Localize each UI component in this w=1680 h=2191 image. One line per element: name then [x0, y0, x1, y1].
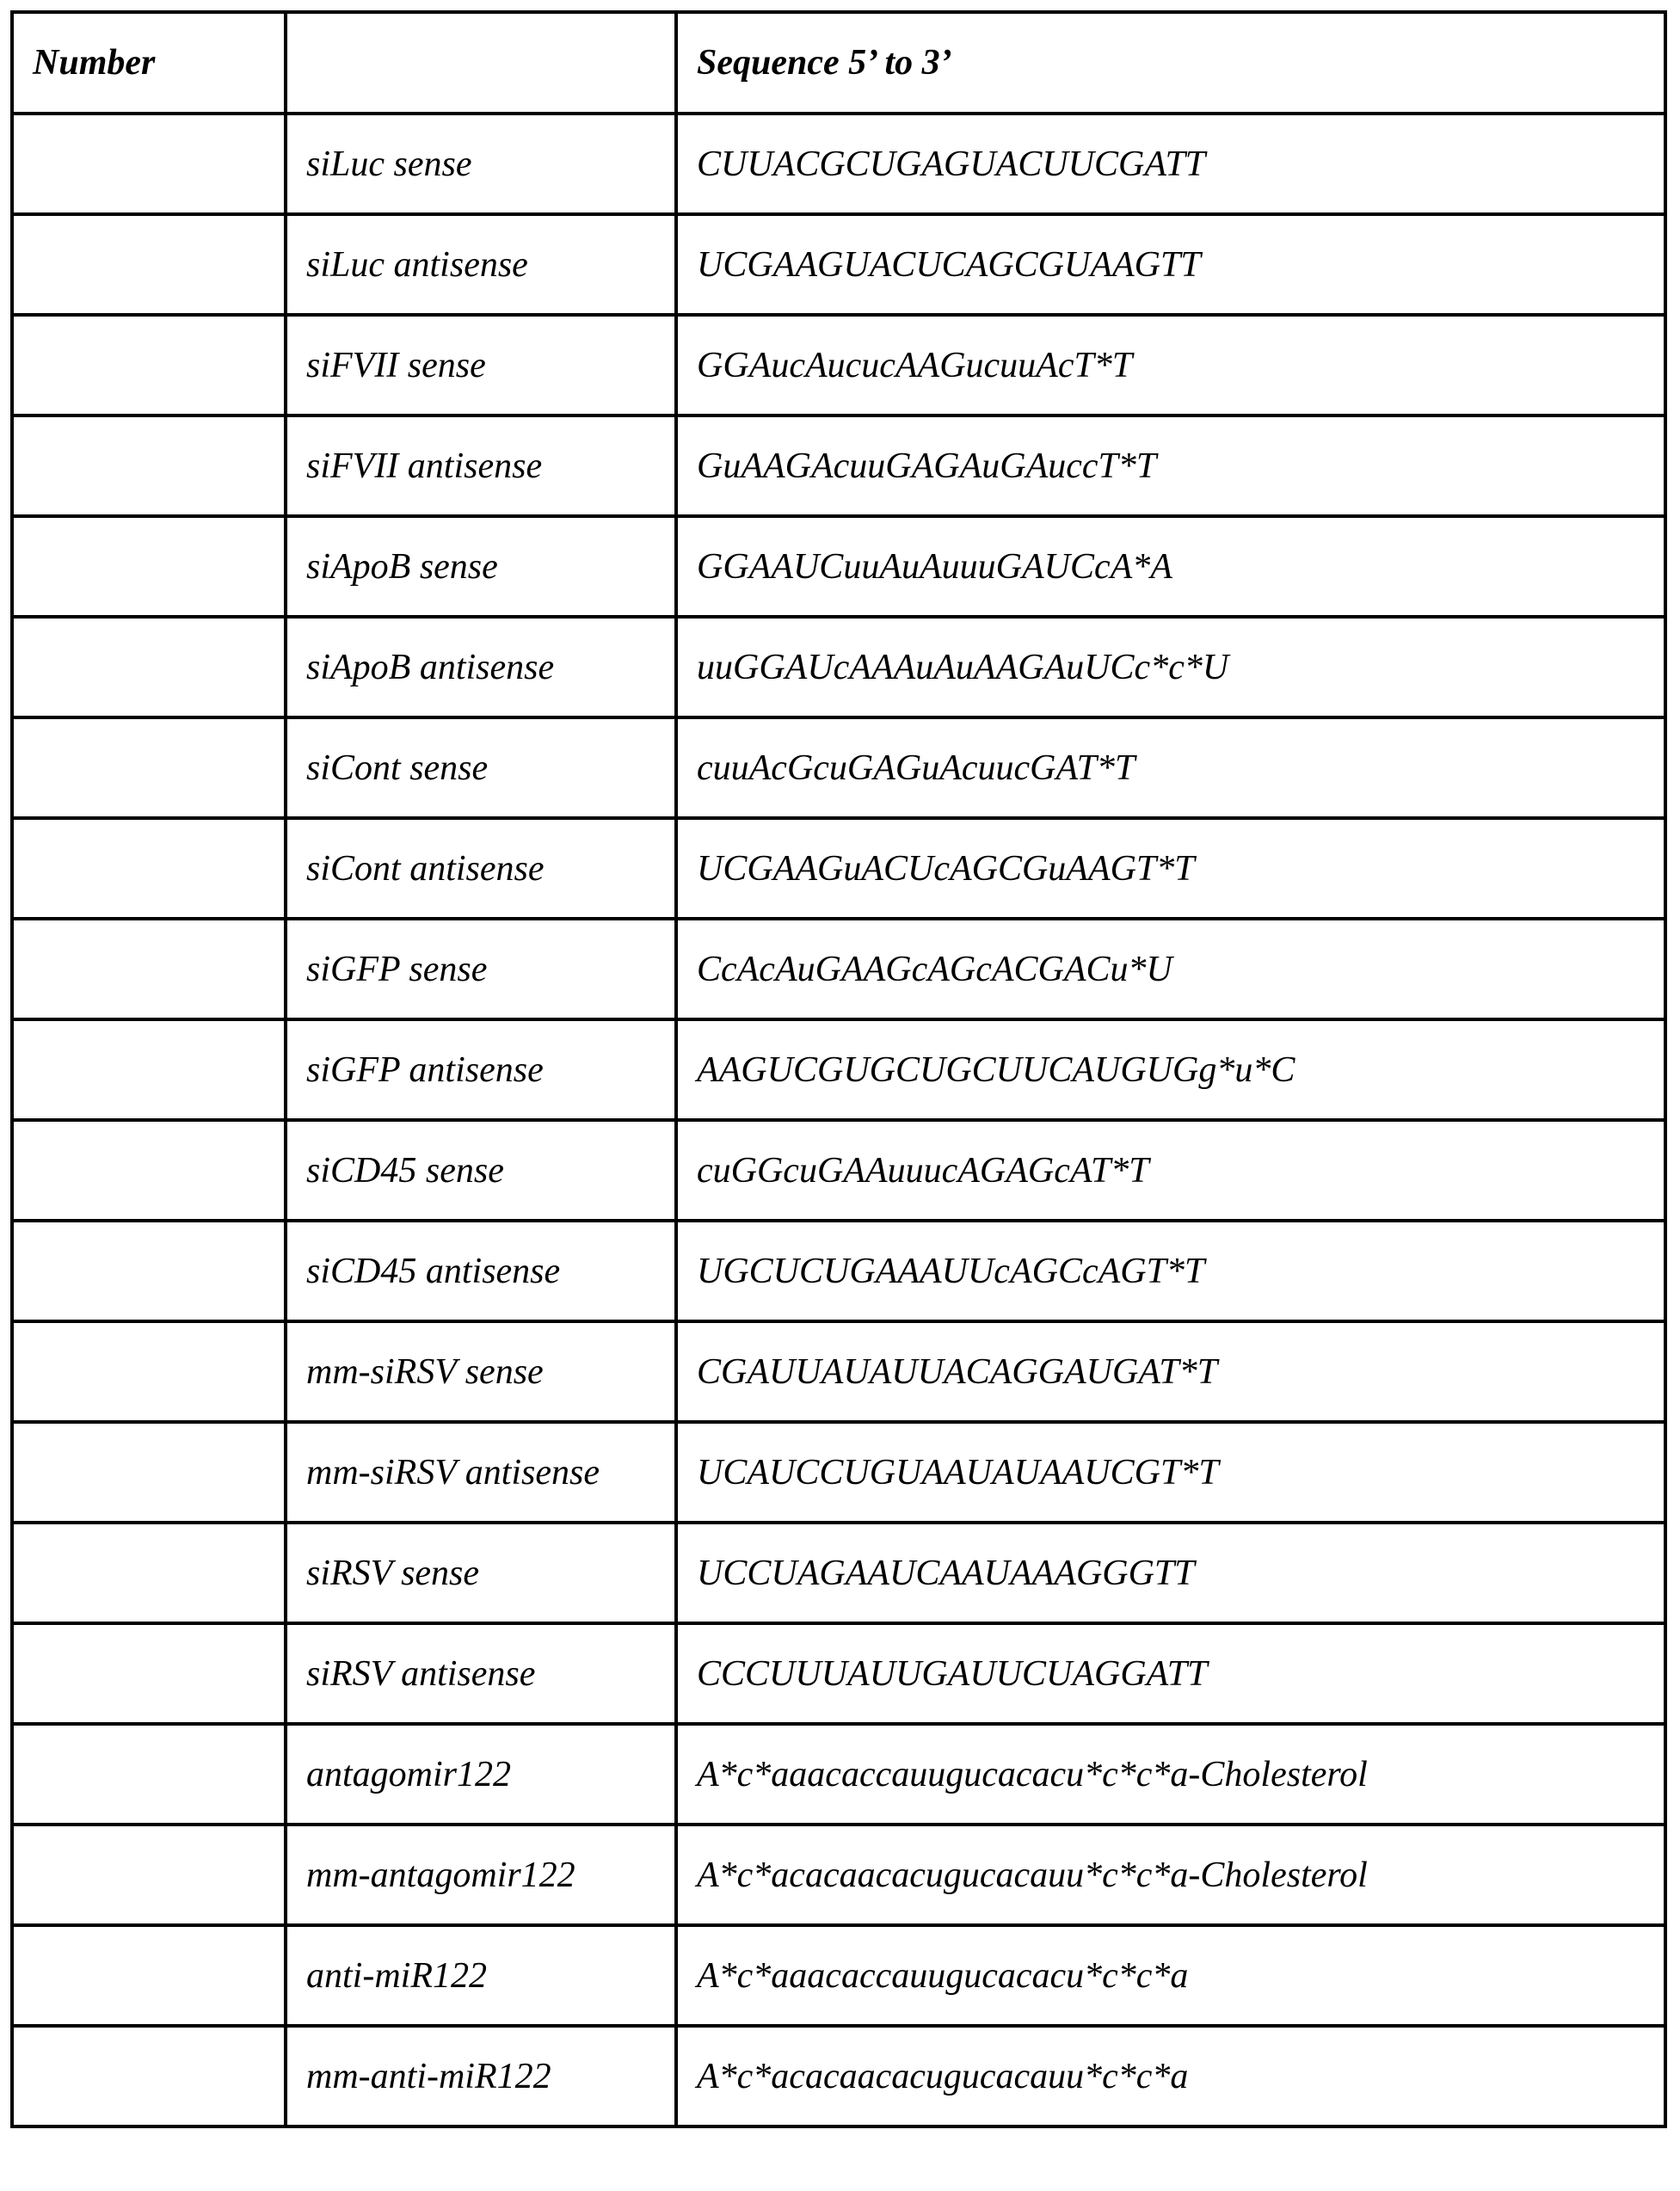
sequence-cell: GGAAUCuuAuAuuuGAUCcA*A — [676, 516, 1665, 617]
name-cell: siLuc sense — [286, 114, 676, 214]
table-row — [12, 919, 1665, 1019]
name-cell: siApoB antisense — [286, 617, 676, 717]
sequence-cell: A*c*aaacaccauugucacacu*c*c*a-Cholesterol — [676, 1724, 1665, 1825]
name-cell: siRSV antisense — [286, 1623, 676, 1724]
table-row — [12, 1422, 1665, 1523]
number-cell — [12, 1321, 286, 1422]
sequence-cell: AAGUCGUGCUGCUUCAUGUGg*u*C — [676, 1019, 1665, 1120]
sequence-cell: uuGGAUcAAAuAuAAGAuUCc*c*U — [676, 617, 1665, 717]
table-row — [12, 717, 1665, 818]
number-cell — [12, 315, 286, 415]
name-cell: antagomir122 — [286, 1724, 676, 1825]
number-cell — [12, 114, 286, 214]
name-cell: anti-miR122 — [286, 1925, 676, 2026]
sequence-cell: cuGGcuGAAuuucAGAGcAT*T — [676, 1120, 1665, 1221]
table-row — [12, 1120, 1665, 1221]
name-cell: siLuc antisense — [286, 214, 676, 315]
table-row — [12, 1623, 1665, 1724]
table-row — [12, 1925, 1665, 2026]
number-cell — [12, 214, 286, 315]
number-cell — [12, 1825, 286, 1925]
name-cell: siFVII sense — [286, 315, 676, 415]
number-cell — [12, 717, 286, 818]
number-cell — [12, 1724, 286, 1825]
sequence-cell: UCAUCCUGUAAUAUAAUCGT*T — [676, 1422, 1665, 1523]
number-cell — [12, 919, 286, 1019]
sequence-cell: cuuAcGcuGAGuAcuucGAT*T — [676, 717, 1665, 818]
table-row — [12, 2026, 1665, 2126]
name-cell: mm-siRSV sense — [286, 1321, 676, 1422]
number-cell — [12, 1623, 286, 1724]
sequence-cell: CcAcAuGAAGcAGcACGACu*U — [676, 919, 1665, 1019]
number-cell — [12, 1019, 286, 1120]
name-cell: siCD45 antisense — [286, 1221, 676, 1321]
sequence-cell: GGAucAucucAAGucuuAcT*T — [676, 315, 1665, 415]
table-row — [12, 818, 1665, 919]
number-cell — [12, 2026, 286, 2126]
number-cell — [12, 1120, 286, 1221]
name-cell: mm-anti-miR122 — [286, 2026, 676, 2126]
table-row — [12, 315, 1665, 415]
number-cell — [12, 1925, 286, 2026]
header-row — [12, 12, 1665, 114]
sequence-cell: CUUACGCUGAGUACUUCGATT — [676, 114, 1665, 214]
name-cell: siCont sense — [286, 717, 676, 818]
table-row — [12, 516, 1665, 617]
sequence-cell: A*c*aaacaccauugucacacu*c*c*a — [676, 1925, 1665, 2026]
name-cell: siApoB sense — [286, 516, 676, 617]
table-row — [12, 1724, 1665, 1825]
number-cell — [12, 617, 286, 717]
number-cell — [12, 1523, 286, 1623]
table-row — [12, 214, 1665, 315]
sequence-cell: CGAUUAUAUUACAGGAUGAT*T — [676, 1321, 1665, 1422]
sequence-cell: CCCUUUAUUGAUUCUAGGATT — [676, 1623, 1665, 1724]
sequence-cell: GuAAGAcuuGAGAuGAuccT*T — [676, 415, 1665, 516]
name-cell: mm-siRSV antisense — [286, 1422, 676, 1523]
name-cell: siGFP antisense — [286, 1019, 676, 1120]
table-row — [12, 114, 1665, 214]
name-cell: siRSV sense — [286, 1523, 676, 1623]
number-cell — [12, 1422, 286, 1523]
header-number: Number — [12, 12, 286, 114]
name-cell: siGFP sense — [286, 919, 676, 1019]
table-row — [12, 415, 1665, 516]
sequence-table — [10, 10, 1667, 2128]
table-row — [12, 1019, 1665, 1120]
table-row — [12, 1321, 1665, 1422]
table-row — [12, 1221, 1665, 1321]
name-cell: siFVII antisense — [286, 415, 676, 516]
name-cell: mm-antagomir122 — [286, 1825, 676, 1925]
name-cell: siCD45 sense — [286, 1120, 676, 1221]
number-cell — [12, 415, 286, 516]
number-cell — [12, 1221, 286, 1321]
sequence-cell: UGCUCUGAAAUUcAGCcAGT*T — [676, 1221, 1665, 1321]
sequence-cell: UCCUAGAAUCAAUAAAGGGTT — [676, 1523, 1665, 1623]
name-cell: siCont antisense — [286, 818, 676, 919]
sequence-cell: UCGAAGUACUCAGCGUAAGTT — [676, 214, 1665, 315]
header-sequence: Sequence 5’ to 3’ — [676, 12, 1665, 114]
sequence-cell: UCGAAGuACUcAGCGuAAGT*T — [676, 818, 1665, 919]
number-cell — [12, 818, 286, 919]
table-row — [12, 617, 1665, 717]
sequence-cell: A*c*acacaacacugucacauu*c*c*a — [676, 2026, 1665, 2126]
table-row — [12, 1523, 1665, 1623]
number-cell — [12, 516, 286, 617]
table-row — [12, 1825, 1665, 1925]
sequence-cell: A*c*acacaacacugucacauu*c*c*a-Cholesterol — [676, 1825, 1665, 1925]
header-name — [286, 12, 676, 114]
